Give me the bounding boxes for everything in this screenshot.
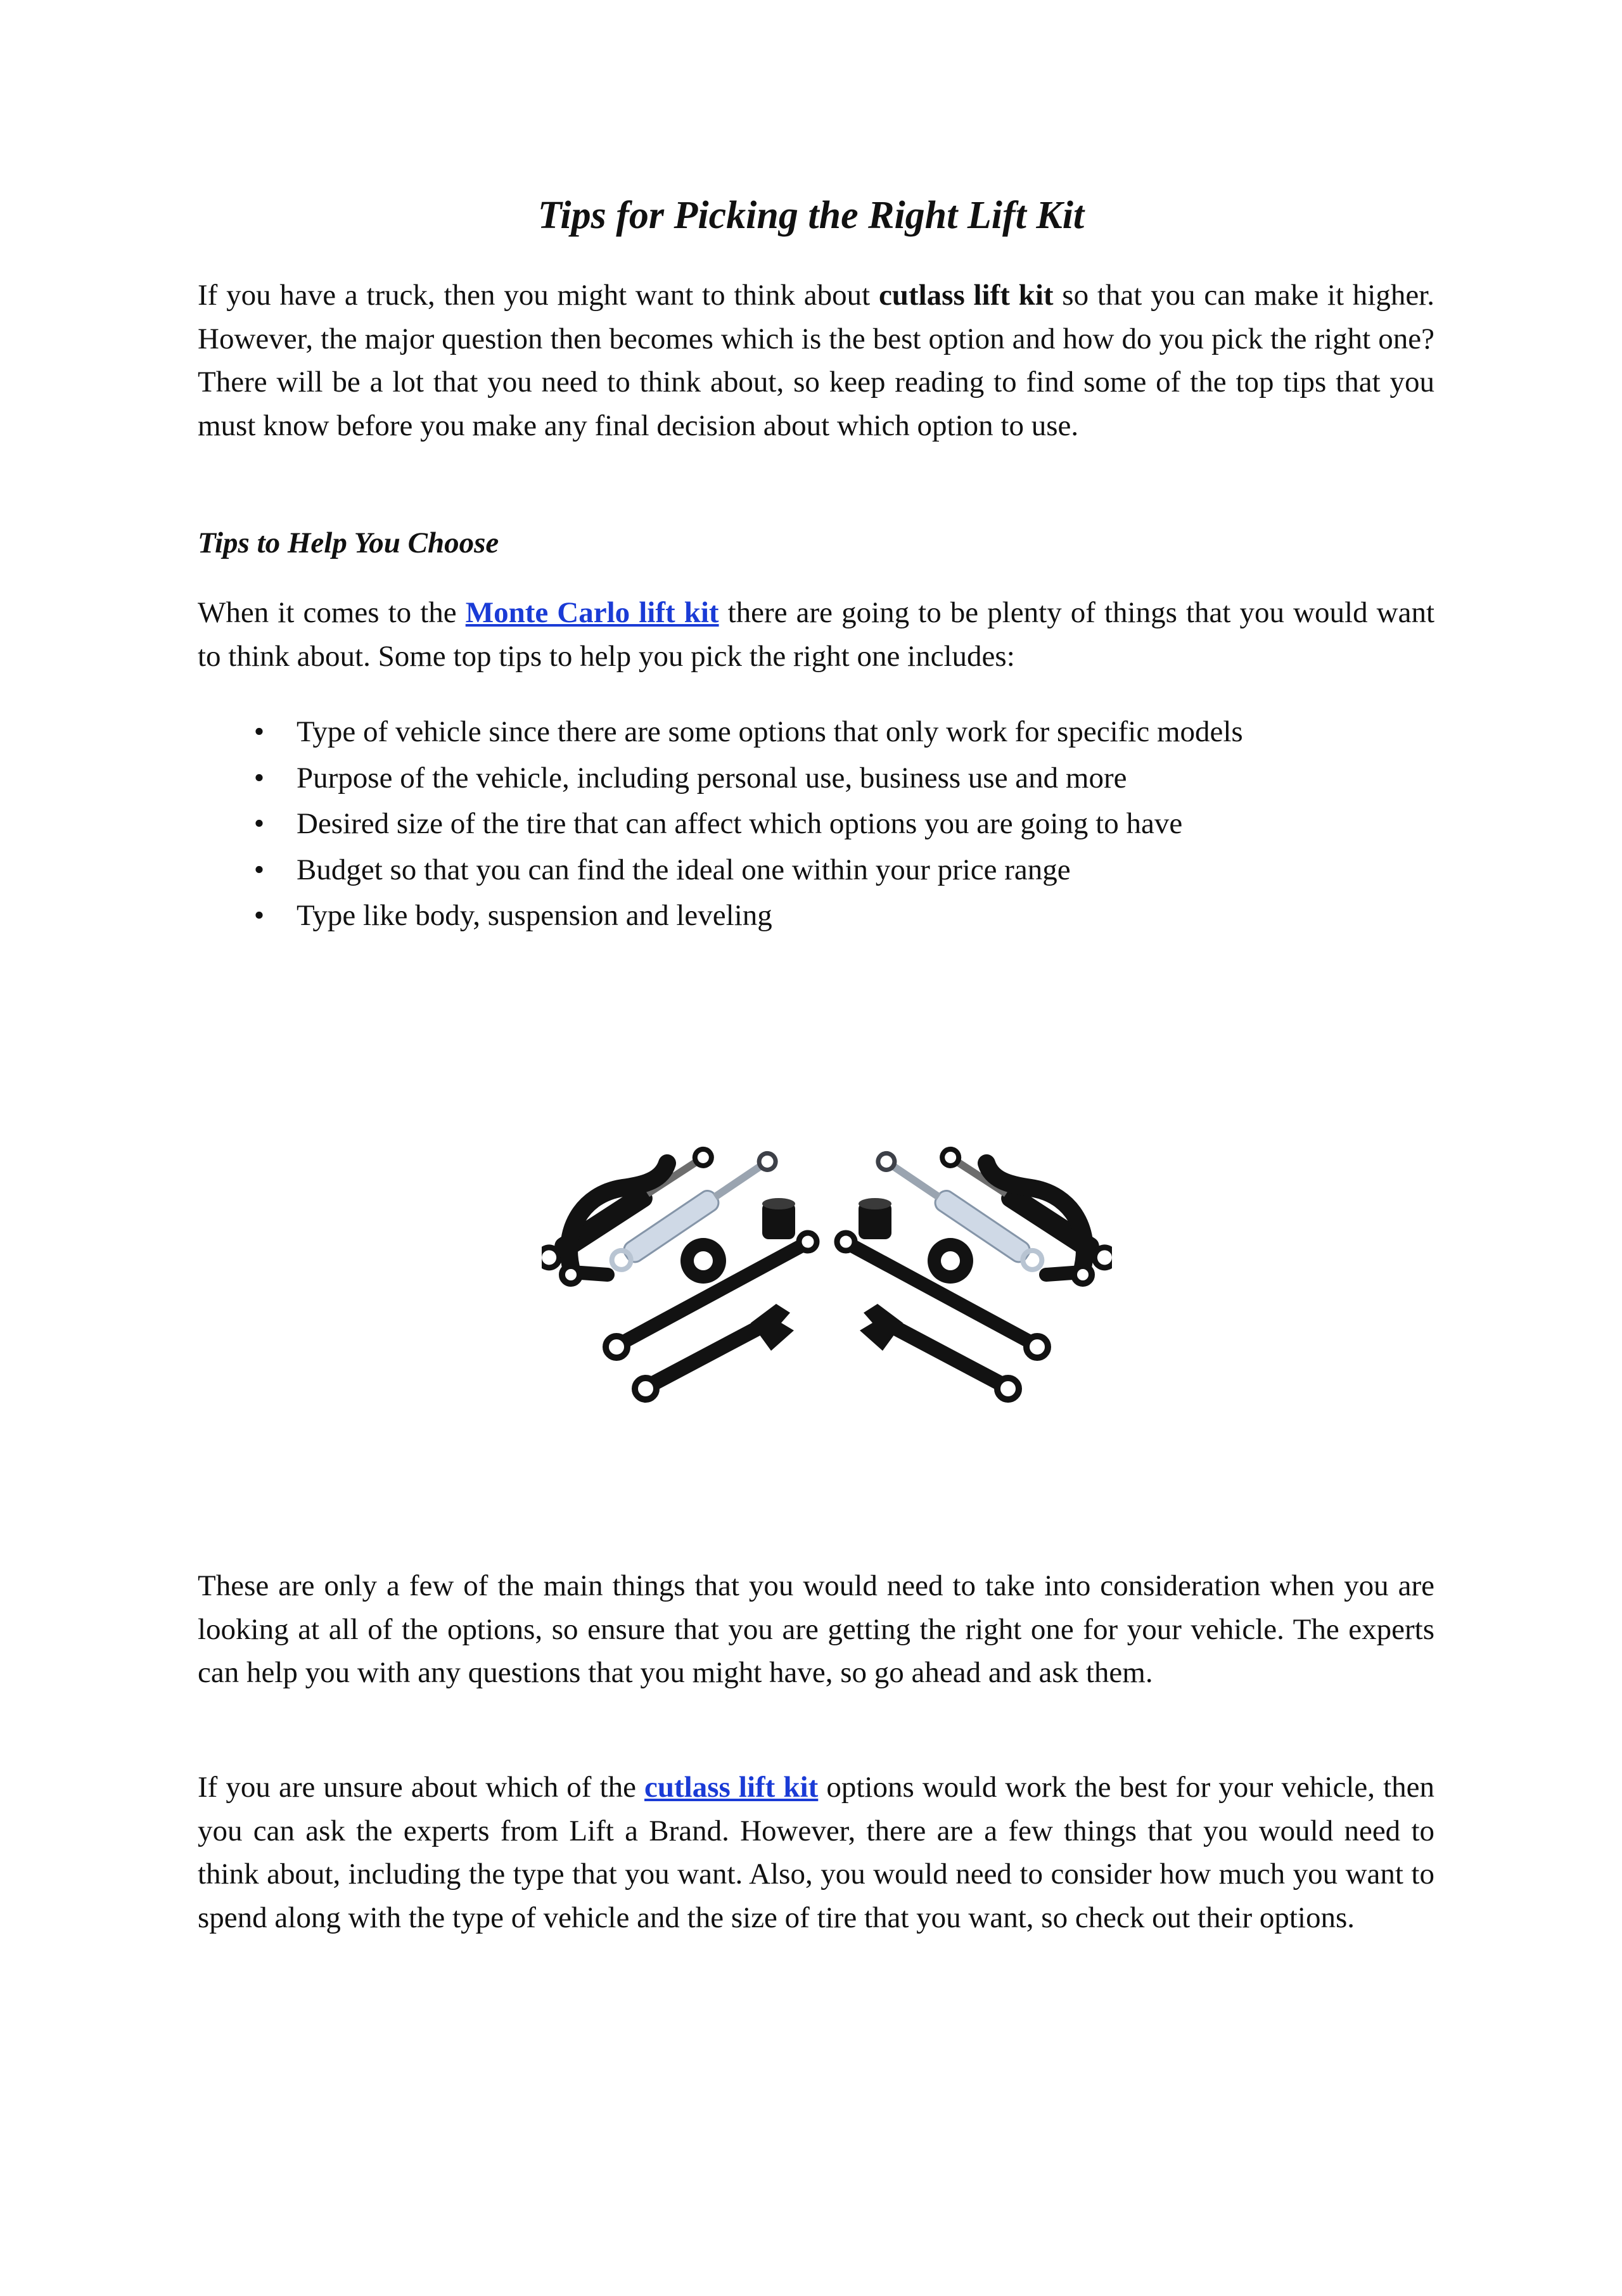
tips-intro-paragraph	[198, 591, 1434, 678]
bullet-icon: •	[253, 853, 265, 886]
bullet-icon: •	[253, 899, 265, 932]
intro-text-end: so that you can make it higher. However, the major question then becomes which is the best option and how do you pick the right one? There will be a lot that you need to think about, so keep reading to find some of the top tips that you must know before you make any final decision about which option to use.	[198, 279, 1434, 442]
page-title: Tips for Picking the Right Lift Kit	[537, 194, 1085, 237]
intro-paragraph	[198, 274, 1434, 447]
intro-text-start: If you have a truck, then you might want to think about	[198, 279, 879, 312]
section-subheading: Tips to Help You Choose	[198, 526, 499, 559]
list-item-text: Type of vehicle since there are some options that only work for specific models	[297, 715, 1243, 748]
tips-list	[198, 709, 1434, 939]
list-item	[198, 755, 1434, 801]
closing-paragraph	[198, 1766, 1434, 1939]
closing-text-start: If you are unsure about which of the	[198, 1771, 645, 1804]
list-item-text: Budget so that you can find the ideal one within your price range	[297, 853, 1071, 886]
bullet-icon: •	[253, 715, 265, 748]
list-item	[198, 801, 1434, 847]
bullet-icon: •	[253, 807, 265, 840]
lift-kit-parts-icon	[542, 1102, 1112, 1406]
list-item-text: Purpose of the vehicle, including personal use, business use and more	[297, 761, 1127, 794]
closing-text-end: options would work the best for your vehicle, then you can ask the experts from Lift a Brand. However, there are a few things that you would need to think about, including the type that you want. Also, you would need to consider how much you want to spend along with the type of vehicle and the size of tire that you want, so check out their options.	[198, 1771, 1434, 1934]
monte-carlo-lift-kit-link[interactable]: Monte Carlo lift kit	[465, 596, 719, 629]
list-item-text: Desired size of the tire that can affect which options you are going to have	[297, 807, 1183, 840]
tips-intro-text-start: When it comes to the	[198, 596, 466, 629]
list-item	[198, 709, 1434, 755]
list-item	[198, 893, 1434, 939]
list-item	[198, 847, 1434, 893]
cutlass-lift-kit-link[interactable]: cutlass lift kit	[644, 1771, 819, 1804]
intro-bold-keyword: cutlass lift kit	[878, 279, 1054, 312]
list-item-text: Type like body, suspension and leveling	[297, 899, 772, 932]
tips-intro-text-end: there are going to be plenty of things that you would want to think about. Some top tips to help you pick the right one includes:	[198, 596, 1435, 673]
consideration-paragraph: These are only a few of the main things that you would need to take into consideration when you are looking at all of the options, so ensure that you are getting the right one for your vehicle. The experts can help you with any questions that you might have, so go ahead and ask them.	[198, 1569, 1434, 1689]
bullet-icon: •	[253, 761, 265, 794]
